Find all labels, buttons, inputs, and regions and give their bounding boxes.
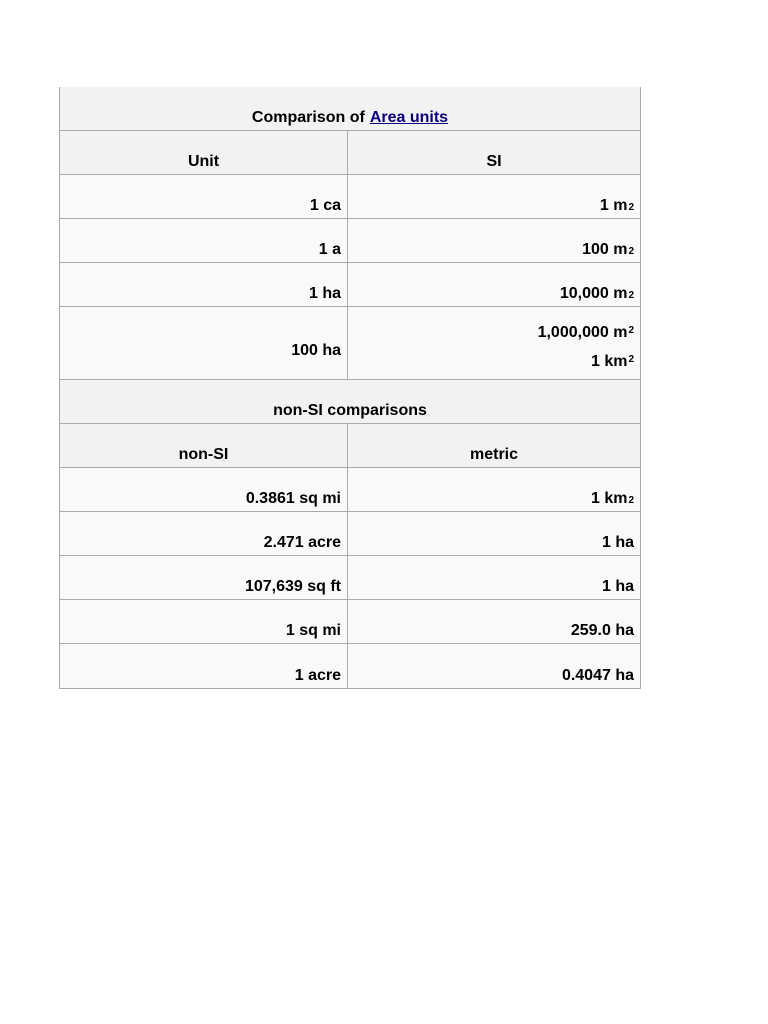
metric-value: 1 ha [601,534,634,551]
section-header-row [60,380,640,424]
section-title: non-SI comparisons [273,402,427,419]
si-value: 1,000,000 m [537,324,628,341]
superscript: 2 [628,246,634,257]
table-row [60,512,640,556]
unit-cell: 1 ca [60,175,348,218]
nonsi-column-header: non-SI [60,424,348,467]
table-row [60,644,640,688]
table-row [60,175,640,219]
unit-cell: 1 ha [60,263,348,306]
nonsi-cell: 107,639 sq ft [60,556,348,599]
nonsi-cell: 2.471 acre [60,512,348,555]
table-row [60,468,640,512]
table-row [60,219,640,263]
si-value-line [591,347,634,376]
metric-cell [348,600,640,643]
superscript: 2 [628,202,634,213]
metric-column-header: metric [469,446,519,463]
si-cell [348,175,640,218]
unit-cell: 100 ha [60,307,348,379]
si-column-header: SI [486,153,502,170]
metric-value: 1 km [590,490,628,507]
area-units-table [59,87,641,689]
si-value: 10,000 m [559,285,628,302]
table-row [60,307,640,380]
table-row [60,556,640,600]
superscript: 2 [628,354,634,365]
caption-text: Comparison of [251,109,365,126]
si-cell [348,307,640,379]
nonsi-cell: 1 acre [60,644,348,688]
si-value: 1 m [599,197,628,214]
metric-cell [348,556,640,599]
si-value: 1 km [590,353,628,370]
nonsi-header-row [60,424,640,468]
metric-cell [348,644,640,688]
table-caption [60,87,640,131]
area-units-link[interactable]: Area units [369,109,449,126]
metric-cell [348,512,640,555]
superscript: 2 [628,325,634,336]
metric-value: 259.0 ha [570,622,634,639]
unit-cell: 1 a [60,219,348,262]
si-header-row [60,131,640,175]
si-value: 100 m [582,241,628,258]
unit-column-header: Unit [60,131,348,174]
si-cell [348,263,640,306]
superscript: 2 [628,495,634,506]
metric-value: 0.4047 ha [561,667,634,684]
table-row [60,600,640,644]
si-value-line [538,318,634,347]
nonsi-cell: 1 sq mi [60,600,348,643]
metric-cell [348,468,640,511]
si-cell [348,219,640,262]
table-row [60,263,640,307]
superscript: 2 [628,290,634,301]
metric-value: 1 ha [601,578,634,595]
nonsi-cell: 0.3861 sq mi [60,468,348,511]
